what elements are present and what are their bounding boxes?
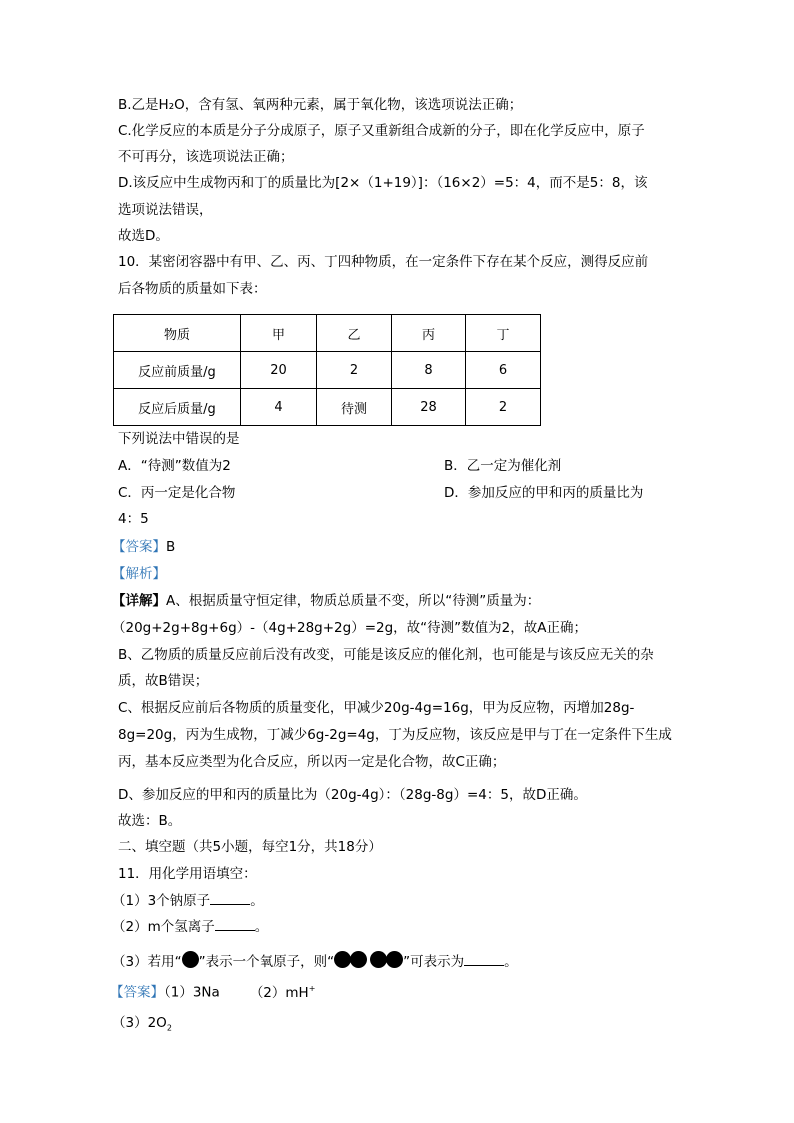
text-line: 4：5 [118,511,149,527]
option-a: A．“待测”数值为2 [118,458,231,474]
text: （1）3个钠原子 [112,893,211,909]
answer-blank [215,930,255,931]
analysis-label: 【解析】 [112,566,166,582]
table-header: 乙 [317,315,392,352]
table-cell: 4 [241,389,317,426]
text-line: B、乙物质的质量反应前后没有改变，可能是该反应的催化剂，也可能是与该反应无关的杂 [118,647,654,663]
text-line: C、根据反应前后各物质的质量变化，甲减少20g-4g=16g，甲为反应物，丙增加28g- [118,700,635,716]
text-line: 选项说法错误， [118,202,213,218]
table-row [114,352,541,389]
superscript: + [308,984,316,993]
text: （3）2O [112,1015,167,1031]
table-cell: 反应后质量/g [114,389,241,426]
text: 。 [254,919,269,935]
table-cell: 6 [466,352,541,389]
table-header: 丁 [466,315,541,352]
oxygen-atom-icon [334,951,351,968]
oxygen-atom-icon [370,951,387,968]
table-header: 物质 [114,315,241,352]
answer-label: 【答案】 [110,984,164,1001]
text: ”可表示为 [403,954,465,970]
option-b: B．乙一定为催化剂 [444,458,562,474]
q11-part1 [112,892,264,910]
answer-line [112,538,175,556]
text-line: B.乙是H₂O，含有氢、氧两种元素，属于氧化物，该选项说法正确； [118,97,523,113]
table-header: 丙 [392,315,466,352]
answer-value: B [166,539,176,555]
text-line: D.该反应中生成物丙和丁的质量比为[2×（1+19）]：（16×2）=5：4，而不是5：8，该 [118,175,648,191]
table-cell: 反应前质量/g [114,352,241,389]
subscript: 2 [166,1023,172,1033]
text: ”表示一个氧原子，则“ [198,954,335,970]
oxygen-atom-icon [386,951,403,968]
text-line: C.化学反应的本质是分子分成原子，原子又重新组合成新的分子，即在化学反应中，原子 [118,123,645,139]
oxygen-atom-icon [182,951,199,968]
detail-line [112,592,540,610]
answer-blank [464,965,504,966]
question-11: 11．用化学用语填空： [118,866,257,882]
section-heading: 二、填空题（共5小题，每空1分，共18分） [118,839,382,855]
table-row [114,389,541,426]
text: （1）3Na [164,984,220,1001]
question-10: 10．某密闭容器中有甲、乙、丙、丁四种物质，在一定条件下存在某个反应，测得反应前 [118,254,649,270]
text-line: 不可再分，该选项说法正确； [118,149,294,165]
q11-part2 [112,918,268,936]
text: （3）若用“ [112,954,182,970]
text: 。 [504,954,518,970]
text-line: 下列说法中错误的是 [118,431,240,447]
text: 。 [250,893,264,909]
table-cell: 2 [317,352,392,389]
text: （2）m个氢离子 [112,919,215,935]
text-line: （20g+2g+8g+6g）-（4g+28g+2g）=2g，故“待测”数值为2，故A正确； [112,620,587,636]
text-line: 8g=20g，丙为生成物，丁减少6g-2g=4g，丁为反应物，该反应是甲与丁在一定条件下生成 [118,727,672,743]
answer-blank [210,904,250,905]
text-line: 后各物质的质量如下表： [118,281,267,297]
table-cell: 2 [466,389,541,426]
option-c: C．丙一定是化合物 [118,485,236,501]
text: （2）mH [249,984,309,1001]
option-d: D．参加反应的甲和丙的质量比为 [444,485,644,501]
table-cell: 待测 [317,389,392,426]
q11-answer-3 [112,1014,172,1038]
table-cell: 28 [392,389,466,426]
text-line: 故选D。 [118,228,169,244]
answer-label: 【答案】 [112,539,166,555]
q11-answer [110,980,315,1002]
table-header: 甲 [241,315,317,352]
table-cell: 20 [241,352,317,389]
table-cell: 8 [392,352,466,389]
oxygen-atom-icon [350,951,367,968]
text-line: 故选：B。 [118,813,182,829]
detail-label: 【详解】 [112,593,166,609]
q11-part3 [112,951,518,971]
text-line: A、根据质量守恒定律，物质总质量不变，所以“待测”质量为： [166,593,541,609]
text-line: 质，故B错误； [118,673,209,689]
mass-table [113,314,541,426]
text-line: 丙，基本反应类型为化合反应，所以丙一定是化合物，故C正确； [118,754,506,770]
text-line: D、参加反应的甲和丙的质量比为（20g-4g）：（28g-8g）=4：5，故D正确。 [118,787,587,803]
